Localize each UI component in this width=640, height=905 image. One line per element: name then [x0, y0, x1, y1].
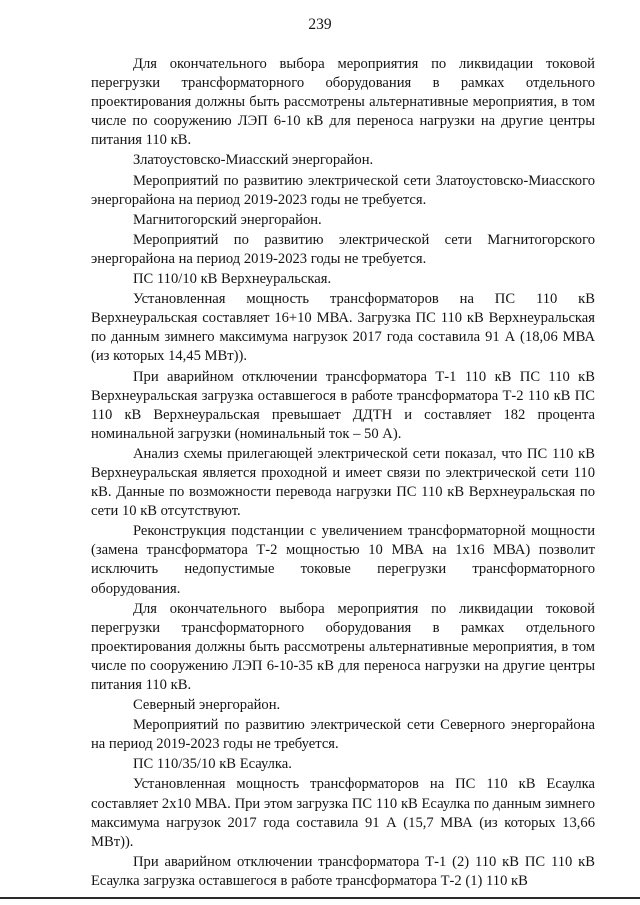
paragraph: Для окончательного выбора мероприятия по ликвидации токовой перегрузки трансформаторного оборудования в рамках отдельного проектирования должны быть рассмотрены альтернативные мероприятия, в том числе по сооружению ЛЭП 6-10 кВ для переноса нагрузки на другие центры питания 110 кВ. — [91, 56, 595, 149]
substation-heading: ПС 110/10 кВ Верхнеуральская. — [133, 271, 332, 288]
paragraph: Для окончательного выбора мероприятия по ликвидации токовой перегрузки трансформаторного оборудования в рамках отдельного проектирования должны быть рассмотрены альтернативные мероприятия, в том числе по сооружению ЛЭП 6-10-35 кВ для переноса нагрузки на другие центры питания 110 кВ. — [91, 600, 595, 693]
paragraph: При аварийном отключении трансформатора Т-1 110 кВ ПС 110 кВ Верхнеуральская загрузка оставшегося в работе трансформатора Т-2 110 кВ ПС 110 кВ Верхнеуральская превышает ДДТН и составляет 182 процента номинальной загрузки (номинальный ток – 50 А). — [91, 368, 595, 442]
scan-edge-line — [0, 897, 640, 899]
section-heading: Златоустовско-Миасский энергорайон. — [133, 152, 374, 169]
paragraph: Мероприятий по развитию электрической сети Северного энергорайона на период 2019-2023 годы не требуется. — [91, 717, 595, 753]
paragraph: Установленная мощность трансформаторов на ПС 110 кВ Верхнеуральская составляет 16+10 МВА. Загрузка ПС 110 кВ Верхнеуральская по данным зимнего максимума нагрузок 2017 года составила 91 А (18,06 МВА (из которых 14,45 МВт)). — [91, 291, 595, 365]
paragraph: Установленная мощность трансформаторов на ПС 110 кВ Есаулка составляет 2х10 МВА. При этом загрузка ПС 110 кВ Есаулка по данным зимнего максимума нагрузок 2017 года составила 91 А (15,7 МВА (из которых 13,66 МВт)). — [91, 776, 595, 850]
document-body — [91, 55, 595, 891]
section-heading: Северный энергорайон. — [133, 697, 281, 714]
paragraph: Реконструкция подстанции с увеличением трансформаторной мощности (замена трансформатора Т-2 мощностью 10 МВА на 1х16 МВА) позволит исключить недопустимые токовые перегрузки трансформаторного оборудования. — [91, 523, 595, 597]
section-heading: Магнитогорский энергорайон. — [133, 211, 322, 228]
paragraph: Анализ схемы прилегающей электрической сети показал, что ПС 110 кВ Верхнеуральская является проходной и имеет связи по электрической сети 110 кВ. Данные по возможности перевода нагрузки ПС 110 кВ Верхнеуральская по сети 10 кВ отсутствуют. — [91, 445, 595, 520]
substation-heading: ПС 110/35/10 кВ Есаулка. — [133, 756, 292, 773]
paragraph: При аварийном отключении трансформатора Т-1 (2) 110 кВ ПС 110 кВ Есаулка загрузка оставшегося в работе трансформатора Т-2 (1) 110 кВ — [91, 853, 595, 889]
paragraph: Мероприятий по развитию электрической сети Златоустовско-Миасского энергорайона на период 2019-2023 годы не требуется. — [91, 172, 595, 208]
page-number: 239 — [308, 16, 332, 33]
paragraph: Мероприятий по развитию электрической сети Магнитогорского энергорайона на период 2019-2023 годы не требуется. — [91, 231, 595, 267]
